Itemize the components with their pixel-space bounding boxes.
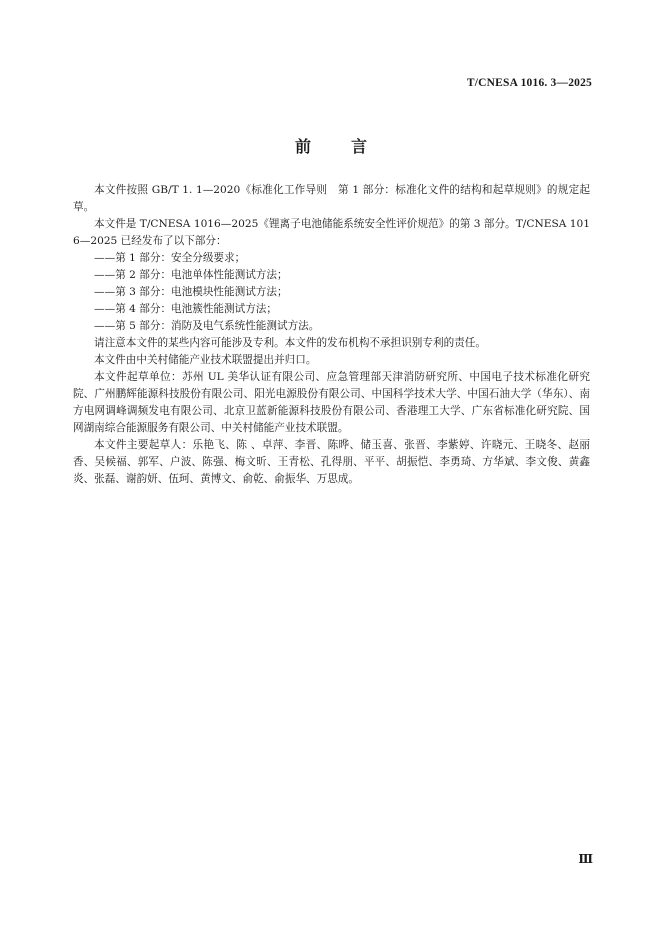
list-item-part-5: ——第 5 部分：消防及电气系统性能测试方法。 <box>94 320 320 332</box>
paragraph-proposer: 本文件由中关村储能产业技术联盟提出并归口。 <box>94 354 317 366</box>
paragraph-drafting-rules: 本文件按照 GB/T 1. 1—2020《标准化工作导则 第 1 部分：标准化文件的结构和起草规则》的规定起草。 <box>73 184 590 213</box>
paragraph-drafters: 本文件主要起草人：乐艳飞、陈 、卓萍、李晋、陈晔、储玉喜、张晋、李紫婷、许晓元、王晓冬、赵丽香、吴候福、郭军、户波、陈强、梅文昕、王青松、孔得朋、平平、胡振恺、李勇琦、方华斌、李文俊、黄鑫炎、张磊、谢韵妍、伍珂、黄博文、俞乾、俞振华、万思成。 <box>73 439 590 485</box>
paragraph-drafting-organizations: 本文件起草单位：苏州 UL 美华认证有限公司、应急管理部天津消防研究所、中国电子技术标准化研究院、广州鹏辉能源科技股份有限公司、阳光电源股份有限公司、中国科学技术大学、中国石油大学（华东）、南方电网调峰调频发电有限公司、北京卫蓝新能源科技股份有限公司、香港理工大学、广东省标准化研究院、国网湖南综合能源服务有限公司、中关村储能产业技术联盟。 <box>73 371 590 434</box>
list-item-part-3: ——第 3 部分：电池模块性能测试方法； <box>94 286 288 298</box>
list-item-part-1: ——第 1 部分：安全分级要求； <box>94 252 246 264</box>
list-item-part-4: ——第 4 部分：电池簇性能测试方法； <box>94 303 277 315</box>
page-number: Ⅲ <box>578 852 592 866</box>
foreword-body <box>73 182 590 488</box>
paragraph-series-description: 本文件是 T/CNESA 1016—2025《锂离子电池储能系统安全性评价规范》的第 3 部分。T/CNESA 1016—2025 已经发布了以下部分： <box>73 218 590 247</box>
page-title: 前言 <box>294 137 407 156</box>
list-item-part-2: ——第 2 部分：电池单体性能测试方法； <box>94 269 288 281</box>
paragraph-patent-notice: 请注意本文件的某些内容可能涉及专利。本文件的发布机构不承担识别专利的责任。 <box>94 337 486 349</box>
document-identifier: T/CNESA 1016. 3—2025 <box>466 77 592 89</box>
